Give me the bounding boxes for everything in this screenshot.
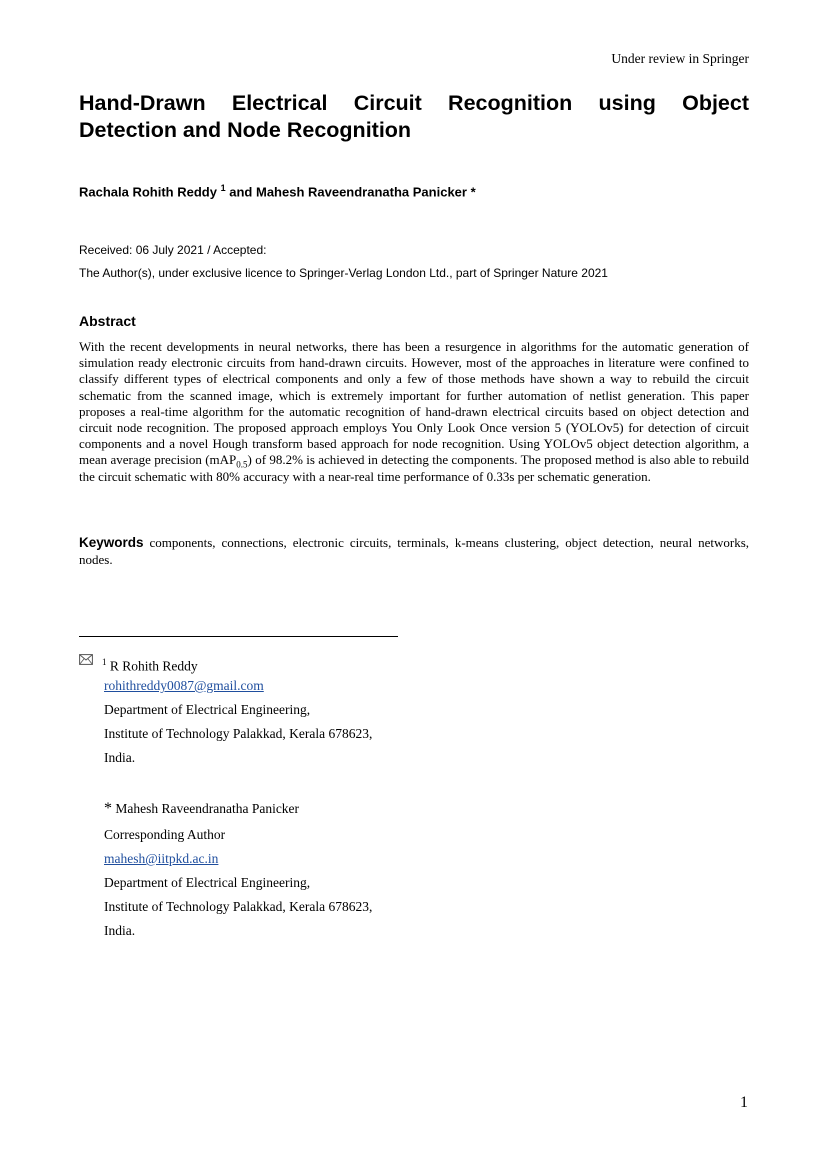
footnote-2-name <box>104 797 299 821</box>
abstract-heading: Abstract <box>79 313 136 329</box>
abstract-subscript: 0.5 <box>236 460 248 471</box>
footnote-2-name-text: Mahesh Raveendranatha Panicker <box>115 801 300 816</box>
footnote-2-mark: * <box>104 800 112 817</box>
author-2-mark: * <box>470 184 476 200</box>
abstract-text-part-1: With the recent developments in neural networks, there has been a resurgence in algorithms for the automatic generation of simulation ready electronic circuits from hand-drawn circuits. However, most of the approaches in literature were confined to classify different types of electrical components and only a few of those methods have shown a way to rebuild the circuit schematic from the scanned image, which is extremely important for further automation of netlist generation. This paper proposes a real-time algorithm for the automatic recognition of hand-drawn electrical circuits based on object detection and circuit node recognition. The proposed approach employs You Only Look Once version 5 (YOLOv5) for detection of circuit components and a novel Hough transform based approach for node recognition. Using YOLOv5 object detection algorithm, a mean average precision (mAP <box>79 339 749 468</box>
envelope-icon <box>79 654 93 665</box>
keywords <box>79 535 749 568</box>
footnote-1-department: Department of Electrical Engineering, <box>104 702 311 717</box>
running-header: Under review in Springer <box>611 51 749 66</box>
footnote-2-country: India. <box>104 923 136 938</box>
page-number: 1 <box>740 1094 748 1111</box>
footnote-2-institute: Institute of Technology Palakkad, Kerala 678623, <box>104 899 373 914</box>
paper-title: Hand-Drawn Electrical Circuit Recognition using Object Detection and Node Recognition <box>79 91 749 142</box>
footnote-1-name-text: R Rohith Reddy <box>109 658 198 674</box>
footnote-rule <box>79 636 398 637</box>
author-list <box>79 183 476 199</box>
abstract-body <box>79 339 749 485</box>
keywords-label: Keywords <box>79 535 144 550</box>
footnote-2-email-link[interactable]: mahesh@iitpkd.ac.in <box>104 851 219 866</box>
author-1-mark: 1 <box>220 183 226 193</box>
footnote-2-department: Department of Electrical Engineering, <box>104 875 311 890</box>
footnote-2-role: Corresponding Author <box>104 827 226 842</box>
author-conjunction: and <box>229 184 253 200</box>
footnote-1-institute: Institute of Technology Palakkad, Kerala 678623, <box>104 726 373 741</box>
author-2-name: Mahesh Raveendranatha Panicker <box>255 184 467 200</box>
author-1-name: Rachala Rohith Reddy <box>79 184 217 200</box>
footnote-1-email-link[interactable]: rohithreddy0087@gmail.com <box>104 678 264 693</box>
footnote-1-country: India. <box>104 750 136 765</box>
footnote-1-mark: 1 <box>102 657 107 667</box>
keywords-text: components, connections, electronic circuits, terminals, k-means clustering, object detection, neural networks, nodes. <box>79 535 750 567</box>
licence-line: The Author(s), under exclusive licence to Springer-Verlag London Ltd., part of Springer Nature 2021 <box>79 266 608 280</box>
abstract-text-part-2: ) of 98.2% is achieved in detecting the components. The proposed method is also able to rebuild the circuit schematic with 80% accuracy with a near-real time performance of 0.33s per schematic generation. <box>79 452 749 484</box>
received-line: Received: 06 July 2021 / Accepted: <box>79 243 267 257</box>
